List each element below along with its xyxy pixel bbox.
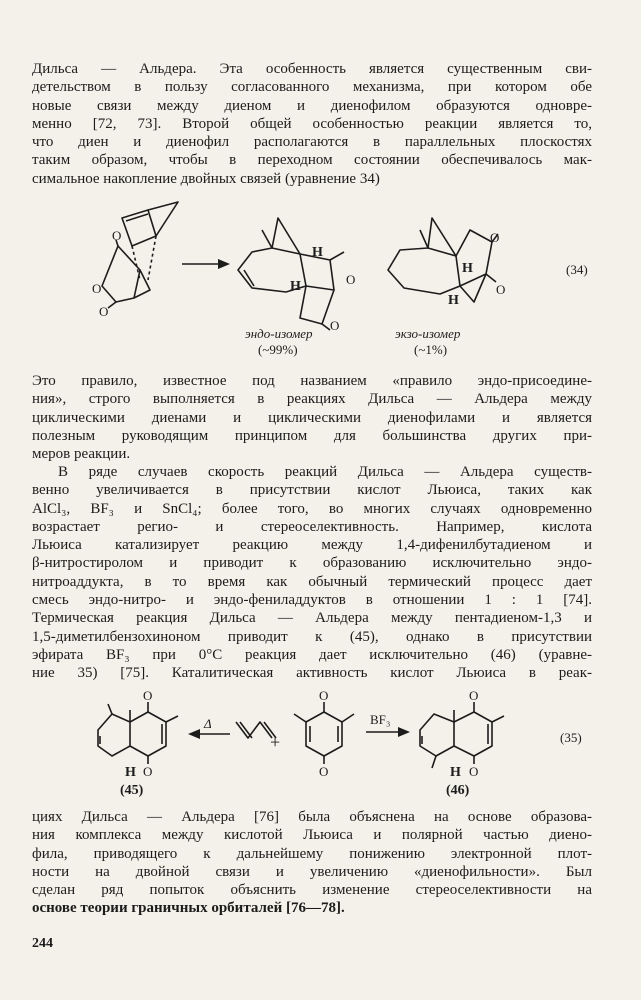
exo-isomer-label: экзо-изомер bbox=[395, 326, 461, 341]
text-line: менно [72, 73]. Второй общей особенностью реакции является то, bbox=[32, 115, 592, 132]
text-line: полезным руководящим принципом для большинства других при- bbox=[32, 427, 592, 444]
text-line: что диен и диенофил располагаются в параллельных плоскостях bbox=[32, 134, 592, 151]
text-line: ние 35) [75]. Каталитическая активность кислот Льюиса в реак- bbox=[32, 665, 592, 682]
text-line: нитроаддукта, в то время как обычный термический процесс дает bbox=[32, 573, 592, 590]
text-line: таким образом, чтобы в переходном состоянии обеспечивалось мак- bbox=[32, 152, 592, 169]
text-line: новые связи между диеном и диенофилом образуются одновре- bbox=[32, 97, 592, 114]
plus-sign: + bbox=[270, 732, 281, 752]
reaction-arrow bbox=[182, 259, 230, 269]
endo-isomer-label: эндо-изомер bbox=[245, 326, 313, 341]
atom-o: O bbox=[112, 228, 122, 243]
delta-symbol: Δ bbox=[204, 716, 212, 731]
compound-46-label: (46) bbox=[446, 783, 470, 798]
atom-o: O bbox=[143, 764, 153, 779]
paragraph-3 bbox=[32, 463, 592, 683]
text-line: AlCl₃, BF₃ и SnCl₄; более того, во многих случаях одновременно bbox=[32, 500, 592, 517]
text-line: смесь эндо-нитро- и эндо-фениладдуктов в отношении 1 : 1 [74]. bbox=[32, 592, 592, 609]
endo-yield: (~99%) bbox=[258, 342, 298, 357]
text-line: β-нитростиролом и приводит к образованию исключительно эндо- bbox=[32, 555, 592, 572]
atom-o: O bbox=[99, 304, 109, 319]
text-line: ния», строго выполняется в реакциях Дильса — Альдера между bbox=[32, 391, 592, 408]
compound-45-label: (45) bbox=[120, 783, 144, 798]
text-line: основе теории граничных орбиталей [76—78]. bbox=[32, 900, 345, 917]
text-line: детельством в пользу согласованного механизма, при котором обе bbox=[32, 79, 592, 96]
atom-h: H bbox=[125, 765, 136, 780]
text-line: В ряде случаев скорость реакций Дильса — Альдера существ- bbox=[58, 464, 592, 480]
text-line: Это правило, известное под названием «правило эндо-присоедине- bbox=[32, 373, 592, 389]
paragraph-1 bbox=[32, 60, 592, 188]
equation-number-35: (35) bbox=[560, 730, 582, 745]
text-line: Дильса — Альдера. Эта особенность является существенным сви- bbox=[32, 61, 592, 77]
atom-h: H bbox=[290, 279, 301, 294]
atom-o: O bbox=[330, 318, 340, 333]
text-line: симальное накопление двойных связей (уравнение 34) bbox=[32, 170, 380, 187]
text-line: ности на двойной связи и увеличению «диенофильности». Был bbox=[32, 863, 592, 880]
compound-46-structure bbox=[420, 702, 504, 768]
atom-h: H bbox=[450, 765, 461, 780]
atom-o: O bbox=[346, 272, 356, 287]
atom-o: O bbox=[496, 282, 506, 297]
text-line: 1,5-диметилбензохиноном приводит к (45), однако в присутствии bbox=[32, 628, 592, 645]
maleic-anhydride-structure bbox=[102, 240, 150, 308]
text-line: циях Дильса — Альдера [76] была объяснена на основе образова- bbox=[32, 809, 592, 825]
text-line: сделан ряд попыток объяснить изменение стереоселективности на bbox=[32, 882, 592, 899]
reaction-scheme-35 bbox=[0, 686, 641, 806]
cyclopentadiene-structure bbox=[122, 202, 178, 246]
atom-o: O bbox=[319, 688, 329, 703]
paragraph-4 bbox=[32, 808, 592, 918]
catalyst-label: BF₃ bbox=[370, 712, 391, 727]
catalyst-arrow bbox=[366, 727, 410, 737]
text-line: ния комплекса между кислотой Льюиса и полярной частью диено- bbox=[32, 827, 592, 844]
paragraph-2 bbox=[32, 372, 592, 463]
compound-45-structure bbox=[98, 702, 178, 764]
exo-adduct-structure bbox=[388, 218, 498, 302]
dimethylbenzoquinone-structure bbox=[294, 702, 354, 764]
endo-adduct-structure bbox=[238, 218, 344, 330]
atom-o: O bbox=[490, 230, 500, 245]
text-line: фила, приводящего к дальнейшему понижению электронной плот- bbox=[32, 845, 592, 862]
atom-h: H bbox=[448, 293, 459, 308]
atom-o: O bbox=[469, 764, 479, 779]
text-line: циклическими диенами и циклическими диенофилами и является bbox=[32, 409, 592, 426]
equation-number-34: (34) bbox=[566, 262, 588, 277]
atom-o: O bbox=[92, 281, 102, 296]
text-line: возрастает регио- и стереоселективность. Например, кислота bbox=[32, 518, 592, 535]
text-line: Льюиса катализирует реакцию между 1,4-дифенилбутадиеном и bbox=[32, 537, 592, 554]
text-line: венно увеличивается в присутствии кислот Льюиса, таких как bbox=[32, 482, 592, 499]
atom-o: O bbox=[143, 688, 153, 703]
reaction-scheme-34 bbox=[0, 190, 641, 360]
atom-h: H bbox=[462, 261, 473, 276]
atom-o: O bbox=[469, 688, 479, 703]
atom-o: O bbox=[319, 764, 329, 779]
text-line: эфирата BF₃ при 0°C реакция дает исключительно (46) (уравне- bbox=[32, 646, 592, 663]
text-line: меров реакции. bbox=[32, 446, 131, 463]
text-line: Термическая реакция Дильса — Альдера между пентадиеном-1,3 и bbox=[32, 610, 592, 627]
page-number: 244 bbox=[32, 936, 53, 951]
exo-yield: (~1%) bbox=[414, 342, 448, 357]
atom-h: H bbox=[312, 245, 323, 260]
